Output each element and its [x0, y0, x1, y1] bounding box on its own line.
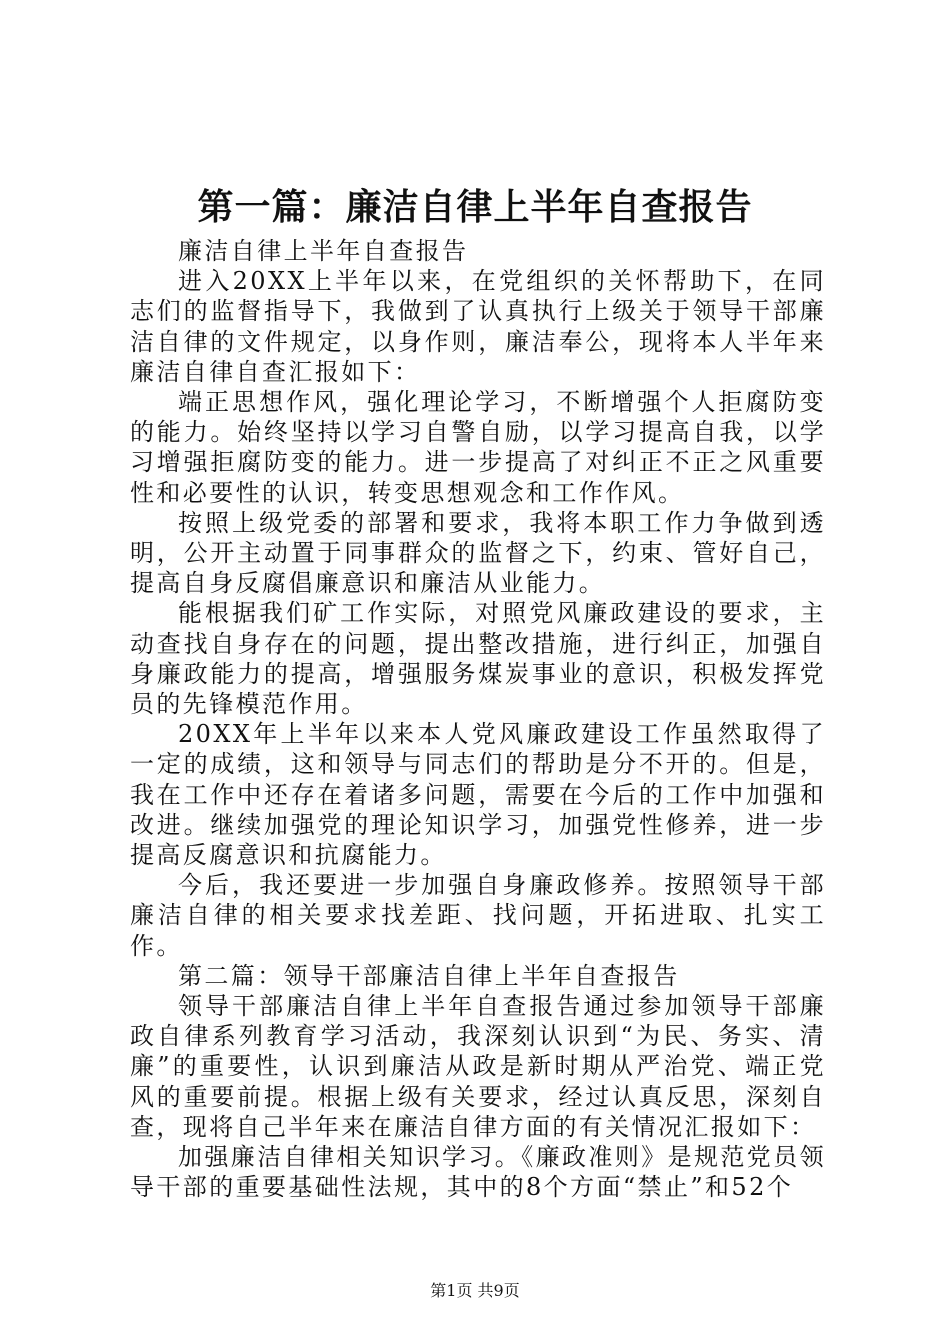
- paragraph: 今后，我还要进一步加强自身廉政修养。按照领导干部廉洁自律的相关要求找差距、找问题，开拓进取、扎实工作。: [130, 871, 826, 960]
- paragraph: 加强廉洁自律相关知识学习。《廉政准则》是规范党员领导干部的重要基础性法规，其中的8个方面“禁止”和52个: [130, 1143, 826, 1202]
- paragraph: 进入20XX上半年以来，在党组织的关怀帮助下，在同志们的监督指导下，我做到了认真执行上级关于领导干部廉洁自律的文件规定，以身作则，廉洁奉公，现将本人半年来廉洁自律自查汇报如下：: [130, 267, 826, 386]
- section-heading: 第二篇：领导干部廉洁自律上半年自查报告: [178, 961, 680, 990]
- paragraph: 20XX年上半年以来本人党风廉政建设工作虽然取得了一定的成绩，这和领导与同志们的帮助是分不开的。但是，我在工作中还存在着诸多问题，需要在今后的工作中加强和改进。继续加强党的理论知识学习，加强党性修养，进一步提高反腐意识和抗腐能力。: [130, 720, 826, 870]
- document-title: 第一篇：廉洁自律上半年自查报告: [197, 186, 753, 228]
- paragraph: 廉洁自律上半年自查报告: [178, 237, 469, 265]
- document-body: [130, 236, 826, 1203]
- paragraph: 按照上级党委的部署和要求，我将本职工作力争做到透明，公开主动置于同事群众的监督之下，约束、管好自己，提高自身反腐倡廉意识和廉洁从业能力。: [130, 508, 826, 598]
- page-footer: 第1页 共9页: [430, 1281, 520, 1300]
- paragraph: 领导干部廉洁自律上半年自查报告通过参加领导干部廉政自律系列教育学习活动，我深刻认识到“为民、务实、清廉”的重要性，认识到廉洁从政是新时期从严治党、端正党风的重要前提。根据上级有关要求，经过认真反思，深刻自查，现将自己半年来在廉洁自律方面的有关情况汇报如下：: [130, 992, 826, 1141]
- paragraph: 能根据我们矿工作实际，对照党风廉政建设的要求，主动查找自身存在的问题，提出整改措施，进行纠正，加强自身廉政能力的提高，增强服务煤炭事业的意识，积极发挥党员的先锋模范作用。: [130, 599, 826, 719]
- paragraph: 端正思想作风，强化理论学习，不断增强个人拒腐防变的能力。始终坚持以学习自警自励，以学习提高自我，以学习增强拒腐防变的能力。进一步提高了对纠正不正之风重要性和必要性的认识，转变思想观念和工作作风。: [130, 388, 826, 507]
